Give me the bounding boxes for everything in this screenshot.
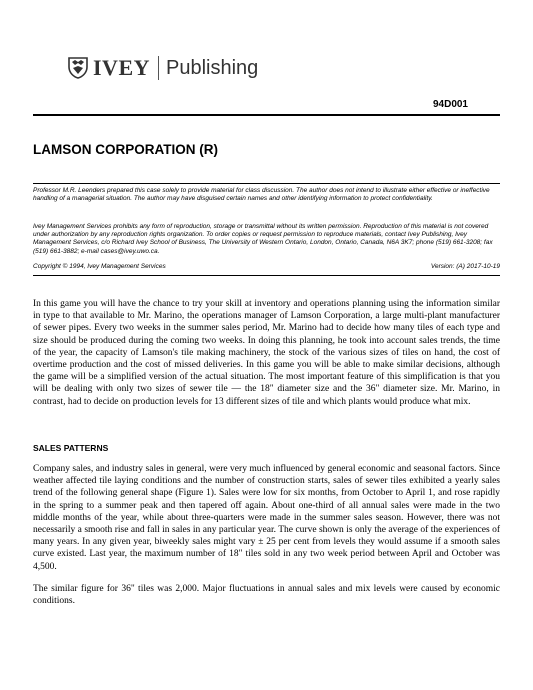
logo-publishing: Publishing (166, 57, 259, 79)
section-heading-sales-patterns: SALES PATTERNS (33, 443, 109, 453)
sales-paragraph: Company sales, and industry sales in general, were very much influenced by general economic and seasonal factors. Since weather affected tile laying conditions and the number of construction starts, sales of sewer tiles exhibited a yearly sales trend of the following general shape (Figure 1). Sales were low for six months, from October to April 1, and rose rapidly in the spring to a summer peak and then tapered off again. About one-third of all annual sales were made in the two middle months of the year, while about three-quarters were made in the summer sales season. However, there was not necessarily a smooth rise and fall in sales in any particular year. The curve shown is only the average of the experiences of many years. In any given year, biweekly sales might vary ± 25 per cent from levels they would assume if a smooth sales curve existed. Last year, the maximum number of 18" tiles sold in any two week period between April and October was 4,500. (33, 464, 500, 572)
logo-brand: IVEY (93, 55, 151, 80)
copyright-line (33, 263, 500, 270)
figure36-paragraph: The similar figure for 36" tiles was 2,000. Major fluctuations in annual sales and mix levels were caused by economic conditions. (33, 584, 500, 607)
author-notice: Professor M.R. Leenders prepared this case solely to provide material for class discussion. The author does not intend to illustrate either effective or ineffective handling of a managerial situation. The author may have disguised certain names and other identifying information to protect confidentiality. (33, 187, 490, 203)
header-rule (33, 114, 500, 116)
reproduction-notice: Ivey Management Services prohibits any form of reproduction, storage or transmittal without its written permission. Reproduction of this material is not covered under authorization by any reproduction rights organization. To order copies or request permission to reproduce materials, contact Ivey Publishing, Ivey Management Services, c/o Richard Ivey School of Business, The University of Western Ontario, London, Ontario, Canada, N6A 3K7; phone (519) 661-3208; fax (519) 661-3882; e-mail cases@ivey.uwo.ca. (33, 223, 493, 255)
notice-top-rule (33, 183, 500, 184)
case-title: LAMSON CORPORATION (R) (33, 142, 218, 157)
logo-divider (158, 56, 159, 80)
ivey-publishing-logo (68, 52, 258, 84)
intro-paragraph: In this game you will have the chance to try your skill at inventory and operations planning using the information similar in type to that available to Mr. Marino, the operations manager of Lamson Corporation, a large multi-plant manufacturer of sewer pipes. Every two weeks in the summer sales period, Mr. Marino had to decide how many tiles of each type and size should be produced during the coming two weeks. In doing this planning, he took into account sales trends, the time of the year, the capacity of Lamson's tile making machinery, the stock of the various sizes of tiles on hand, the cost of overtime production and the cost of missed deliveries. In this game you will be able to make similar decisions, although the game will be a simplified version of the actual situation. The most important feature of this simplification is that you will be dealing with only two sizes of sewer tile — the 18" diameter size and the 36" diameter size. Mr. Marino, in contrast, had to decide on production levels for 13 different sizes of tile and which plants would produce what mix. (33, 299, 500, 407)
version-text: Version: (A) 2017-10-19 (430, 263, 500, 270)
case-code: 94D001 (432, 99, 468, 110)
notice-bottom-rule (33, 275, 500, 276)
copyright-text: Copyright © 1994, Ivey Management Services (33, 263, 166, 270)
shield-icon (68, 57, 88, 79)
